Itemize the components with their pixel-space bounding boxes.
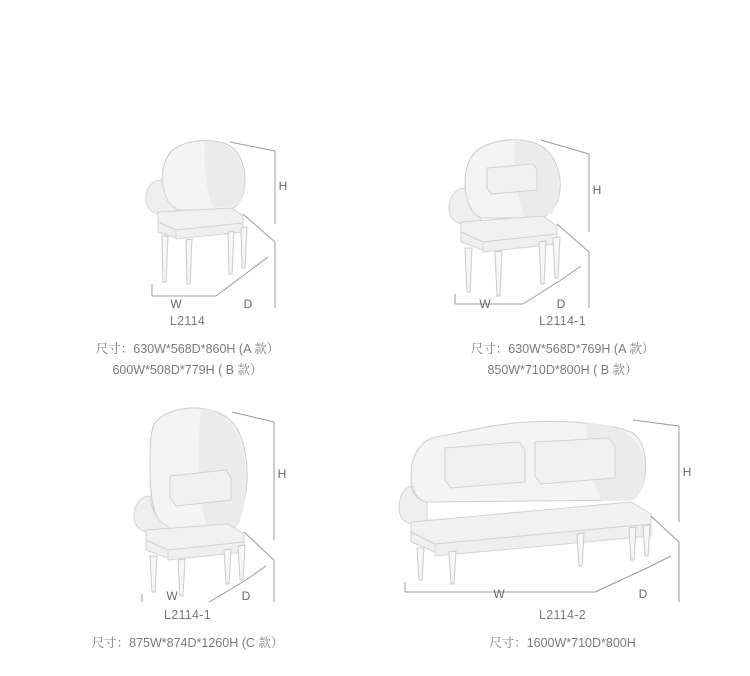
product-specs-3 xyxy=(0,633,375,654)
dimension-label-height-1: H xyxy=(278,179,288,193)
spec-line: 尺寸：630W*568D*769H (A 款） xyxy=(470,342,655,356)
chair-drawing-3 xyxy=(134,408,247,596)
product-code-2: L2114-1 xyxy=(538,314,587,328)
product-specs-2 xyxy=(375,339,750,381)
spec-line: 尺寸：630W*568D*860H (A 款） xyxy=(95,342,280,356)
product-illustration-4 xyxy=(375,390,750,602)
dimension-label-height-3: H xyxy=(277,467,287,481)
dimension-label-width-2: W xyxy=(479,297,491,308)
product-cell-3 xyxy=(0,390,375,676)
product-illustration-2 xyxy=(375,96,750,308)
product-specs-4 xyxy=(375,633,750,654)
dimension-label-height-2: H xyxy=(592,183,602,197)
product-specs-1 xyxy=(0,339,375,381)
chair-drawing-2 xyxy=(449,140,560,296)
product-illustration-1 xyxy=(0,96,375,308)
dimension-label-width-4: W xyxy=(493,587,505,601)
dimension-label-depth-4: D xyxy=(638,587,648,601)
spec-line: 尺寸：1600W*710D*800H xyxy=(489,636,636,650)
spec-line: 850W*710D*800H ( B 款） xyxy=(487,363,638,377)
dimension-label-width-3: W xyxy=(166,589,178,602)
dimension-label-width-1: W xyxy=(170,297,182,308)
dimension-label-depth-1: D xyxy=(243,297,253,308)
dimension-label-height-4: H xyxy=(682,465,692,479)
product-code-3: L2114-1 xyxy=(163,608,212,622)
product-illustration-3 xyxy=(0,390,375,602)
product-cell-1 xyxy=(0,96,375,396)
dimension-label-depth-3: D xyxy=(241,589,251,602)
product-cell-2 xyxy=(375,96,750,396)
spec-line: 600W*508D*779H ( B 款） xyxy=(112,363,263,377)
product-code-4: L2114-2 xyxy=(538,608,587,622)
sofa-drawing-4 xyxy=(399,421,651,584)
chair-drawing-1 xyxy=(146,141,247,284)
product-cell-4 xyxy=(375,390,750,676)
product-code-1: L2114 xyxy=(169,314,206,328)
dimension-label-depth-2: D xyxy=(556,297,566,308)
spec-line: 尺寸：875W*874D*1260H (C 款） xyxy=(91,636,284,650)
